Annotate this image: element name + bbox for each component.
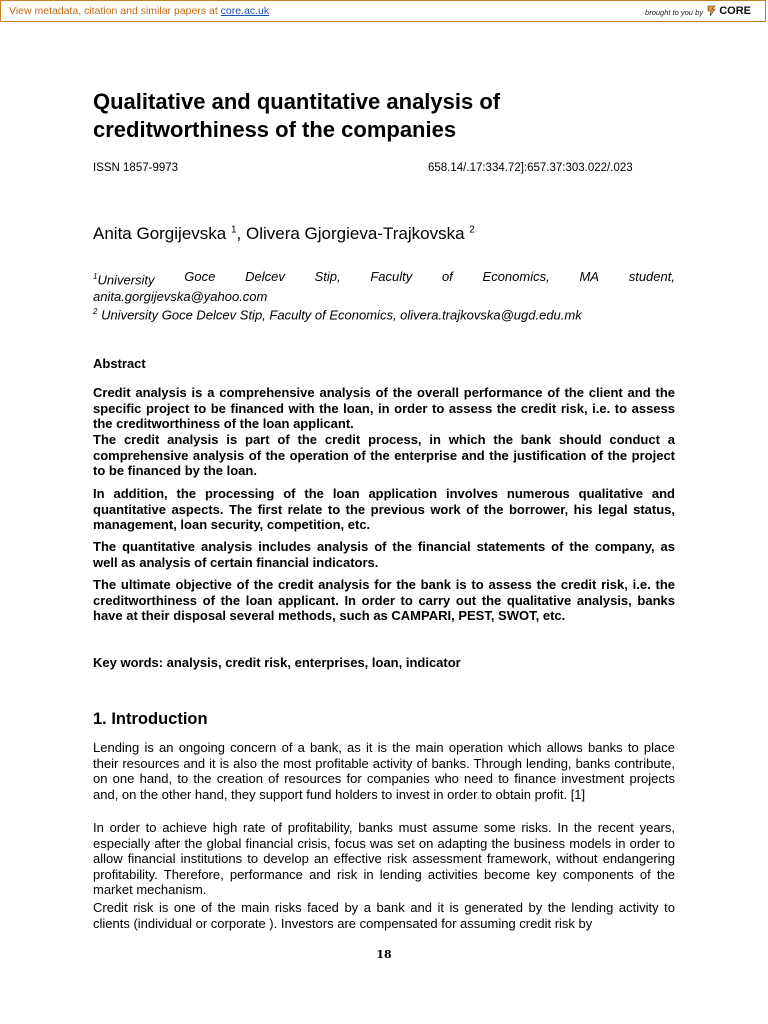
brought-to-you-text: brought to you by xyxy=(645,8,703,17)
affiliation-1-word: Economics, xyxy=(482,269,550,284)
title-line-2: creditworthiness of the companies xyxy=(93,117,457,142)
author-1-sup: 1 xyxy=(230,224,237,236)
abstract-paragraph: The credit analysis is part of the credit process, in which the bank should conduct a comprehensive analysis of the operation of the enterprise and the justification of the project to be financed by the loan. xyxy=(93,432,675,478)
affiliation-1-email: anita.gorgijevska@yahoo.com xyxy=(93,289,268,305)
affiliation-2-sup: 2 xyxy=(93,307,98,316)
core-banner xyxy=(0,0,766,22)
core-link[interactable]: core.ac.uk xyxy=(220,5,270,17)
affiliation-1 xyxy=(93,268,675,305)
affiliation-1-word: Stip, xyxy=(314,269,341,284)
page-number: 18 xyxy=(376,948,392,961)
title-line-1: Qualitative and quantitative analysis of xyxy=(93,89,501,114)
core-metadata-text xyxy=(9,5,269,17)
affiliation-1-sup: 1 xyxy=(93,272,98,281)
abstract-paragraph: The quantitative analysis includes analysis of the financial statements of the company, as well as analysis of certain financial indicators. xyxy=(93,539,675,570)
affiliation-1-word: $^1$University xyxy=(93,272,155,288)
abstract-paragraph: In addition, the processing of the loan application involves numerous qualitative and quantitative aspects. The first relate to the previous work of the borrower, his legal status, management, loan security, competition, etc. xyxy=(93,486,675,532)
affiliation-2-text: University Goce Delcev Stip, Faculty of Economics, olivera.trajkovska@ugd.edu.mk xyxy=(97,307,582,323)
paper-title xyxy=(93,88,675,144)
affiliation-1-word: Goce xyxy=(184,269,216,284)
core-logo-text: CORE xyxy=(719,5,751,17)
abstract-paragraph: Credit analysis is a comprehensive analysis of the overall performance of the client and the specific project to be financed with the loan, in order to assess the credit risk, i.e. to assess the creditworthiness of the loan applicant. xyxy=(93,385,675,431)
affiliation-1-row xyxy=(93,268,675,288)
author-1: Anita Gorgijevska xyxy=(93,224,227,243)
body-paragraph: In order to achieve high rate of profitability, banks must assume some risks. In the recent years, especially after the global financial crisis, focus was set on adapting the business models in order to allow financial institutions to develop an effective risk assessment framework, without endangering profitability. Therefore, performance and risk in lending activities become key components of the market mechanism. xyxy=(93,820,675,897)
section-heading-introduction: 1. Introduction xyxy=(93,710,208,728)
core-logo-icon xyxy=(707,5,716,17)
author-2: Olivera Gjorgieva-Trajkovska xyxy=(245,224,465,243)
affiliation-1-word: of xyxy=(441,269,453,284)
affiliation-1-word: MA xyxy=(579,269,599,284)
author-separator: , xyxy=(236,224,246,243)
affiliation-1-word: Delcev xyxy=(245,269,285,284)
abstract-paragraph: The ultimate objective of the credit analysis for the bank is to assess the credit risk, i.e. the creditworthiness of the loan applicant. In order to carry out the qualitative analysis, banks have at their disposal several methods, such as CAMPARI, PEST, SWOT, etc. xyxy=(93,577,675,623)
body-paragraph: Lending is an ongoing concern of a bank, as it is the main operation which allows banks to place their resources and it is also the most profitable activity of banks. Through lending, banks contribute, on one hand, to the creation of resources for companies who need to finance investment projects and, on the other hand, they support fund holders to invest in order to obtain profit. [1] xyxy=(93,740,675,802)
metadata-label: View metadata, citation and similar papers at xyxy=(9,5,218,17)
udc-code: 658.14/.17:334.72]:657.37:303.022/.023 xyxy=(428,162,633,174)
core-logo[interactable] xyxy=(707,5,751,17)
authors xyxy=(93,224,475,244)
abstract-heading: Abstract xyxy=(93,356,146,371)
body-paragraph: Credit risk is one of the main risks faced by a bank and it is generated by the lending activity to clients (individual or corporate ). Investors are compensated for assuming credit risk by xyxy=(93,900,675,931)
issn: ISSN 1857-9973 xyxy=(93,162,179,174)
affiliation-2 xyxy=(93,303,675,323)
author-2-sup: 2 xyxy=(469,224,475,236)
keywords: Key words: analysis, credit risk, enterprises, loan, indicator xyxy=(93,655,461,670)
affiliation-1-word: Faculty xyxy=(370,269,413,284)
affiliation-1-word: student, xyxy=(628,269,675,284)
